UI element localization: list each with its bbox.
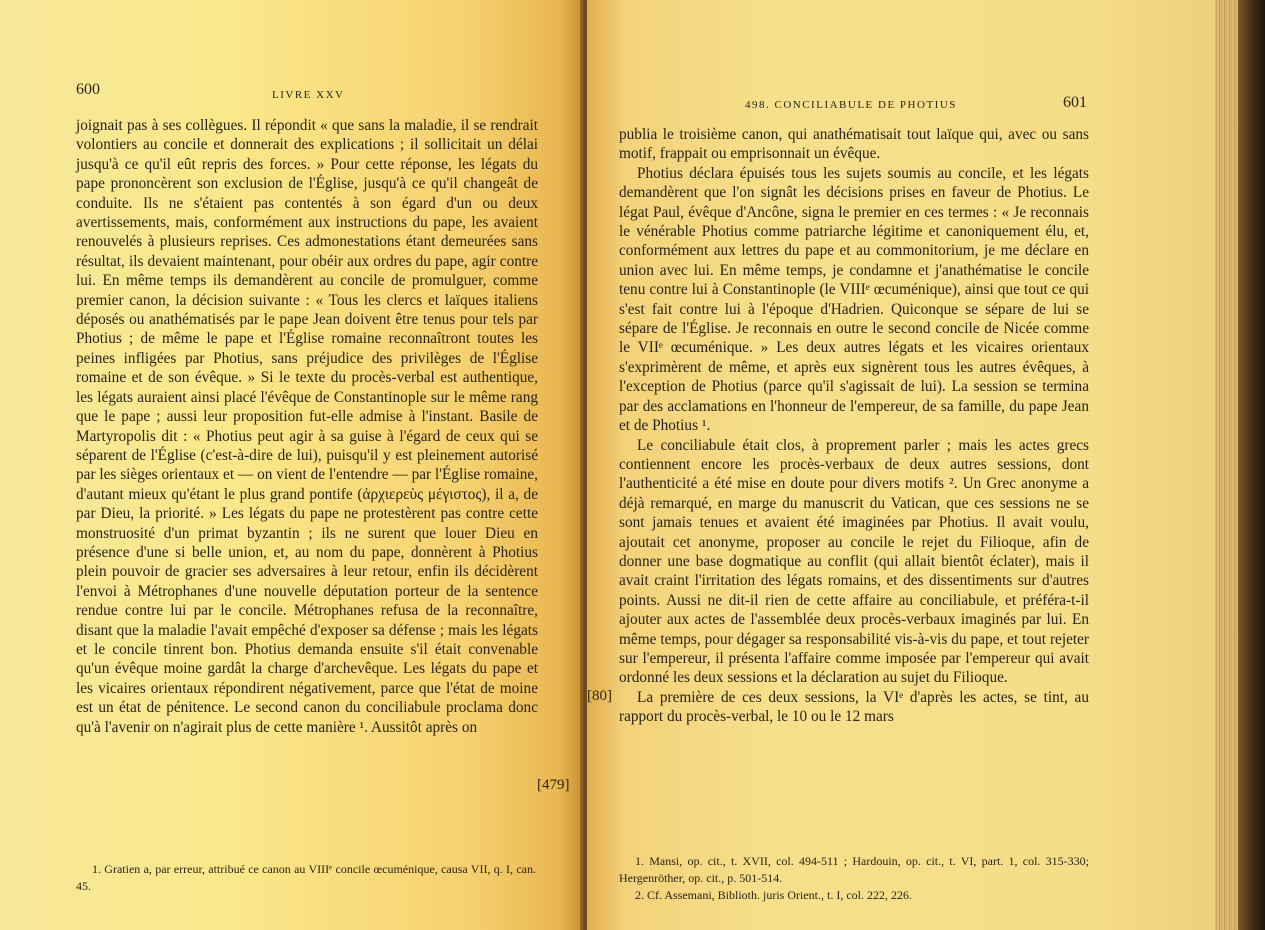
left-footnotes bbox=[76, 861, 536, 895]
right-footnote-2: 2. Cf. Assemani, Biblioth. juris Orient., t. I, col. 222, 226. bbox=[635, 888, 912, 902]
left-paragraph-1: joignait pas à ses collègues. Il répondit « que sans la maladie, il se rendrait volontiers au concile et donnerait des explications ; il sollicitait un délai jusqu'à ce qu'il eût repris des forces. » Pour cette réponse, les légats du pape prononcèrent son exclusion de l'Église, jusqu'à ce qu'il changeât de conduite. Ils ne s'étaient pas contentés à son égard d'un ou deux avertissements, mais, conformément aux instructions du pape, les avaient renouvelés à plusieurs reprises. Ces admonestations étant demeurées sans résultat, ils devaient maintenant, pour obéir aux ordres du pape, agir contre lui. En même temps ils demandèrent au concile de promulguer, comme premier canon, la décision suivante : « Tous les clercs et laïques italiens déposés ou anathématisés par le pape Jean doivent être tenus pour tels par Photius ; de même le pape et l'Église romaine reconnaîtront toutes les peines infligées par Photius, sans préjudice des privilèges de l'Église romaine et de son évêque. » Si le texte du procès-verbal est authentique, les légats auraient ainsi placé l'évêque de Constantinople sur le même rang que le pape ; aussi leur proposition fut-elle admise à l'instant. Basile de Martyropolis dit : « Photius peut agir à sa guise à l'égard de ceux qui se séparent de l'Église (c'est-à-dire de lui), puisqu'il y est pleinement autorisé par les sièges orientaux et — on vient de l'entendre — par l'Église romaine, d'autant mieux qu'étant le plus grand pontife (ἀρχιερεὺς μέγιστος), il a, de par Dieu, la priorité. » Les légats du pape ne protestèrent pas contre cette monstruosité d'un primat byzantin ; ils ne surent que louer Dieu en présence d'une si belle union, et, au nom du pape, donnèrent à Photius plein pouvoir de gracier ses adversaires à leur retour, enfin ils décidèrent l'envoi à Métrophanes d'une nouvelle députation porteur de la sentence rendue contre lui par le concile. Métrophanes refusa de la reconnaître, disant que la maladie l'avait empêché d'exposer sa défense ; mais les légats et le concile tinrent bon. Photius demanda ensuite s'il était convenable qu'un évêque moine gardât la charge d'archevêque. Les légats du pape et les vicaires orientaux répondirent négativement, parce que l'état de moine est un état de pénitence. Le second canon du conciliabule proclama donc qu'à l'avenir on n'agirait plus de cette manière ¹. Aussitôt après on bbox=[76, 117, 538, 736]
right-margin-marker: [80] bbox=[587, 688, 612, 704]
left-page bbox=[0, 0, 583, 930]
right-paragraph-3: Le conciliabule était clos, à proprement parler ; mais les actes grecs contiennent encore les procès-verbaux de deux autres sessions, dont l'authenticité a été mise en doute pour divers motifs ². Un Grec anonyme a déjà remarqué, en marge du manuscrit du Vatican, que ces sessions ne se sont jamais tenues et avaient été imaginées par Photius. Il avait voulu, ajoutait cet anonyme, proposer au concile le rejet du Filioque, afin de donner une base dogmatique au conflit (qui allait bientôt éclater), mais il avait craint l'irritation des légats romains, et des dissentiments sur d'autres points. Aussi ne dit-il rien de cette affaire au conciliabule, et préféra-t-il ajouter aux actes de l'assemblée deux procès-verbaux imaginés par lui. En même temps, pour dégager sa responsabilité vis-à-vis du pape, et tout rejeter sur l'empereur, il présenta l'affaire comme imposée par l'empereur qui avait ordonné les deux sessions et la déclaration au sujet du Filioque. bbox=[619, 436, 1089, 687]
left-margin-marker: [479] bbox=[537, 777, 570, 793]
right-body-text bbox=[619, 125, 1089, 727]
left-page-number: 600 bbox=[76, 81, 100, 98]
right-page bbox=[587, 0, 1215, 930]
left-running-title: LIVRE XXV bbox=[272, 89, 345, 101]
right-page-number: 601 bbox=[1063, 94, 1087, 111]
right-footnote-1: 1. Mansi, op. cit., t. XVII, col. 494-511 ; Hardouin, op. cit., t. VI, part. 1, col. 315-330; Hergenröther, op. cit., p. 501-514. bbox=[619, 854, 1089, 885]
book-cover-edge bbox=[1238, 0, 1265, 930]
left-footnote-1: 1. Gratien a, par erreur, attribué ce canon au VIIIᵉ concile œcuménique, causa VII, q. I, can. 45. bbox=[76, 862, 536, 893]
right-running-title: 498. CONCILIABULE DE PHOTIUS bbox=[745, 99, 957, 111]
right-paragraph-1: publia le troisième canon, qui anathématisait tout laïque qui, avec ou sans motif, frappait ou emprisonnait un évêque. bbox=[619, 126, 1089, 163]
left-body-text bbox=[76, 116, 538, 737]
right-paragraph-4: La première de ces deux sessions, la VIᵉ d'après les actes, se tint, au rapport du procès-verbal, le 10 ou le 12 mars bbox=[619, 688, 1089, 726]
right-footnotes bbox=[619, 853, 1089, 904]
right-paragraph-2: Photius déclara épuisés tous les sujets soumis au concile, et les légats demandèrent que l'on signât les décisions prises en faveur de Photius. Le légat Paul, évêque d'Ancône, signa le premier en ces termes : « Je reconnais le vénérable Photius comme patriarche légitime et canoniquement élu, et, conformément aux lettres du pape et au commonitorium, je me déclare en union avec lui. En même temps, je condamne et j'anathématise le concile tenu contre lui à Constantinople (le VIIIᵉ œcuménique), ainsi que tout ce qui s'est fait contre lui à l'époque d'Hadrien. Quiconque se sépare de lui se sépare de l'Église. Je reconnais en outre le second concile de Nicée comme le VIIᵉ œcuménique. » Les deux autres légats et les vicaires orientaux s'exprimèrent de même, et après eux signèrent tous les autres évêques, à l'exception de Photius (parce qu'il s'agissait de lui). La session se termina par des acclamations en l'honneur de l'empereur, de sa famille, du pape Jean et de Photius ¹. bbox=[619, 164, 1089, 435]
